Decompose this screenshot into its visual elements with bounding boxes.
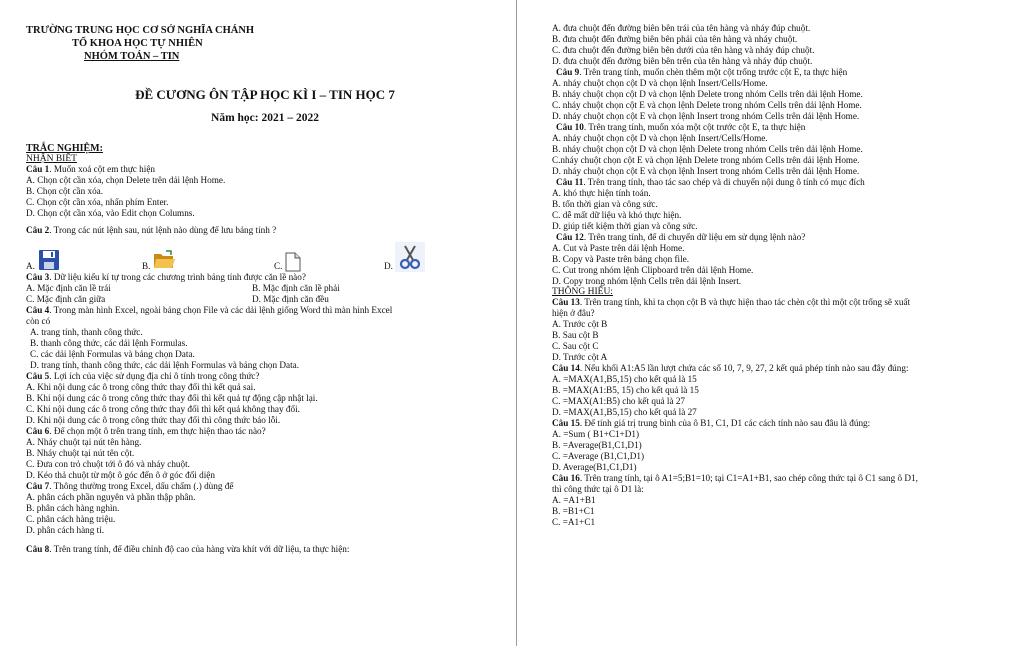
question-number: Câu 15 — [552, 418, 580, 428]
option: A. Mặc định căn lề trái — [26, 283, 111, 293]
option: D. Trước cột A — [552, 352, 608, 362]
option: A. trang tính, thanh công thức. — [30, 327, 143, 337]
option: C. Sau cột C — [552, 341, 599, 351]
option: D. nháy chuột chọn cột E và chọn lệnh Insert trong nhóm Cells trên dải lệnh Home. — [552, 111, 860, 121]
option: A. Chọn cột cần xóa, chọn Delete trên dải lệnh Home. — [26, 175, 226, 185]
option: B. =Average(B1,C1,D1) — [552, 440, 642, 450]
question-number: Câu 4 — [26, 305, 50, 315]
option: B. tốn thời gian và công sức. — [552, 199, 658, 209]
question-3 — [26, 272, 504, 283]
subsection-understanding: THÔNG HIỂU: — [552, 287, 613, 297]
question-10 — [552, 122, 1012, 133]
icon-option-c — [274, 252, 302, 272]
option: D. nháy chuột chọn cột E và chọn lệnh Insert trong nhóm Cells trên dải lệnh Home. — [552, 166, 860, 176]
option: C. =A1+C1 — [552, 517, 596, 527]
question-text: . Dữ liệu kiểu kí tự trong các chương trình bảng tính được căn lề nào? — [49, 272, 306, 282]
school-year: Năm học: 2021 – 2022 — [211, 112, 319, 124]
option: D. =MAX(A1,B5,15) cho kết quả là 27 — [552, 407, 697, 417]
question-text: . Trên trang tính, muốn xóa một cột trước cột E, ta thực hiện — [583, 122, 806, 132]
option: A. Nháy chuột tại nút tên hàng. — [26, 437, 142, 447]
option: B. Copy và Paste trên bảng chọn file. — [552, 254, 690, 264]
option: A. Trước cột B — [552, 319, 608, 329]
option: A. =Sum ( B1+C1+D1) — [552, 429, 640, 439]
question-number: Câu 11 — [556, 177, 584, 187]
question-5 — [26, 371, 504, 382]
option-label: D. — [384, 261, 393, 271]
option: D. đưa chuột đến đường biên bên trên của tên hàng và nháy đúp chuột. — [552, 56, 813, 66]
question-6 — [26, 426, 504, 437]
option: D. Chọn cột cần xóa, vào Edit chọn Columns. — [26, 208, 195, 218]
section-multiple-choice: TRẮC NGHIỆM: — [26, 143, 103, 154]
question-text-cont: thì công thức tại ô D1 là: — [552, 484, 644, 494]
option: C. =Average (B1,C1,D1) — [552, 451, 645, 461]
option: C. =MAX(A1:B5) cho kết quả là 27 — [552, 396, 686, 406]
question-text: . Trên trang tính, để điều chỉnh độ cao của hàng vừa khít với dữ liệu, ta thực hiện: — [49, 544, 350, 554]
document-title: ĐỀ CƯƠNG ÔN TẬP HỌC KÌ I – TIN HỌC 7 — [135, 87, 395, 102]
option: A. =A1+B1 — [552, 495, 596, 505]
new-document-icon — [284, 252, 302, 272]
question-number: Câu 1 — [26, 164, 50, 174]
save-icon — [37, 248, 61, 272]
option: B. Chọn cột cần xóa. — [26, 186, 104, 196]
option: B. thanh công thức, các dải lệnh Formulas. — [30, 338, 188, 348]
question-number: Câu 3 — [26, 272, 50, 282]
question-text: . Trên trang tính, tại ô A1=5;B1=10; tại C1=A1+B1, sao chép công thức tại ô C1 sang ô D1, — [579, 473, 918, 483]
option: C. đưa chuột đến đường biên bên dưới của tên hàng và nháy đúp chuột. — [552, 45, 815, 55]
department-name: TỔ KHOA HỌC TỰ NHIÊN — [72, 38, 203, 49]
question-7 — [26, 481, 504, 492]
question-text: . Trên trang tính, thao tác sao chép và di chuyển nội dung ô tính có mục đích — [583, 177, 865, 187]
option-label: A. — [26, 261, 35, 271]
option: C. Chọn cột cần xóa, nhấn phím Enter. — [26, 197, 169, 207]
option: D. Kéo thả chuột từ một ô góc đến ô ở góc đối diện — [26, 470, 215, 480]
question-text: . Trong màn hình Excel, ngoài bảng chọn File và các dải lệnh giống Word thì màn hình Excel — [49, 305, 393, 315]
question-text: . Để chọn một ô trên trang tính, em thực hiện thao tác nào? — [49, 426, 266, 436]
option: A. nháy chuột chọn cột D và chọn lệnh Insert/Cells/Home. — [552, 78, 768, 88]
group-name: NHÓM TOÁN – TIN — [84, 51, 180, 62]
icon-option-d — [384, 242, 425, 272]
option: A. Cut và Paste trên dải lệnh Home. — [552, 243, 685, 253]
question-text: . Thông thường trong Excel, dấu chấm (.) dùng để — [49, 481, 234, 491]
option: B. Nháy chuột tại nút tên cột. — [26, 448, 135, 458]
cut-scissors-icon — [395, 242, 425, 272]
option: C. nháy chuột chọn cột E và chọn lệnh Delete trong nhóm Cells trên dải lệnh Home. — [552, 100, 862, 110]
icon-option-a — [26, 248, 61, 272]
subsection-recognition: NHẬN BIẾT — [26, 154, 77, 164]
option: D. phân cách hàng tỉ. — [26, 525, 105, 535]
question-13 — [552, 297, 1012, 308]
option: B. Sau cột B — [552, 330, 599, 340]
option: A. khó thực hiện tính toán. — [552, 188, 651, 198]
question-text: . Trên trang tính, khi ta chọn cột B và thực hiện thao tác chèn cột thì một cột trống sẽ xuất — [579, 297, 911, 307]
option: B. Khi nội dung các ô trong công thức thay đổi thì kết quả tự động cập nhật lại. — [26, 393, 318, 403]
option-label: C. — [274, 261, 283, 271]
question-9 — [552, 67, 1012, 78]
option: B. =MAX(A1:B5, 15) cho kết quả là 15 — [552, 385, 699, 395]
question-number: Câu 5 — [26, 371, 50, 381]
column-divider — [516, 0, 517, 646]
question-number: Câu 9 — [556, 67, 580, 77]
question-text: . Nếu khối A1:A5 lần lượt chứa các số 10, 7, 9, 27, 2 kết quả phép tính nào sau đây đúng: — [579, 363, 909, 373]
option: D. giúp tiết kiệm thời gian và công sức. — [552, 221, 698, 231]
option: A. nháy chuột chọn cột D và chọn lệnh Insert/Cells/Home. — [552, 133, 768, 143]
option-row — [26, 283, 504, 294]
right-column — [552, 23, 1012, 528]
option: B. nháy chuột chọn cột D và chọn lệnh Delete trong nhóm Cells trên dải lệnh Home. — [552, 144, 863, 154]
question-15 — [552, 418, 1012, 429]
option: B. Mặc định căn lề phải — [252, 283, 340, 293]
open-folder-icon — [152, 248, 176, 272]
question-number: Câu 6 — [26, 426, 50, 436]
option: B. phân cách hàng nghìn. — [26, 503, 120, 513]
icon-option-b — [142, 248, 176, 272]
option: D. Average(B1,C1,D1) — [552, 462, 637, 472]
option: C. Mặc định căn giữa — [26, 294, 106, 304]
question-number: Câu 13 — [552, 297, 580, 307]
school-name: TRƯỜNG TRUNG HỌC CƠ SỞ NGHĨA CHÁNH — [26, 25, 255, 36]
question-2 — [26, 225, 504, 236]
question-text: . Trong các nút lệnh sau, nút lệnh nào dùng để lưu bảng tính ? — [49, 225, 277, 235]
question-text-cont: hiện ở đâu? — [552, 308, 595, 318]
question-16 — [552, 473, 1012, 484]
question-4 — [26, 305, 504, 316]
option: C. Đưa con trỏ chuột tới ô đó và nháy chuột. — [26, 459, 190, 469]
option: C. dễ mất dữ liệu và khó thực hiện. — [552, 210, 682, 220]
question-12 — [552, 232, 1012, 243]
question-text: . Trên trang tính, để di chuyển dữ liệu em sử dụng lệnh nào? — [583, 232, 806, 242]
question-text: . Trên trang tính, muốn chèn thêm một cột trống trước cột E, ta thực hiện — [579, 67, 848, 77]
option: C. Khi nội dung các ô trong công thức thay đổi thì kết quả không thay đổi. — [26, 404, 300, 414]
question-text: . Để tính giá trị trung bình của ô B1, C1, D1 các cách tính nào sau đâu là đúng: — [579, 418, 871, 428]
question-1 — [26, 164, 504, 175]
option: B. =B1+C1 — [552, 506, 595, 516]
option-row — [26, 294, 504, 305]
option: D. Mặc định căn đều — [252, 294, 329, 304]
question-number: Câu 10 — [556, 122, 584, 132]
question-text: . Lợi ích của việc sử dụng địa chỉ ô tính trong công thức? — [49, 371, 260, 381]
option: A. đưa chuột đến đường biên bên trái của tên hàng và nháy đúp chuột. — [552, 23, 811, 33]
question-number: Câu 16 — [552, 473, 580, 483]
question-number: Câu 12 — [556, 232, 584, 242]
option: C.nháy chuột chọn cột E và chọn lệnh Delete trong nhóm Cells trên dải lệnh Home. — [552, 155, 860, 165]
left-column — [26, 0, 504, 555]
question-number: Câu 7 — [26, 481, 50, 491]
question-text: . Muốn xoá cột em thực hiện — [49, 164, 155, 174]
question-number: Câu 2 — [26, 225, 50, 235]
question-number: Câu 14 — [552, 363, 580, 373]
question-14 — [552, 363, 1012, 374]
question-8 — [26, 544, 504, 555]
option: A. Khi nội dung các ô trong công thức thay đổi thì kết quả sai. — [26, 382, 256, 392]
option: A. phân cách phần nguyên và phần thập phân. — [26, 492, 196, 502]
question-11 — [552, 177, 1012, 188]
option: C. Cut trong nhóm lệnh Clipboard trên dải lệnh Home. — [552, 265, 754, 275]
question-text-cont: còn có — [26, 316, 51, 326]
question-number: Câu 8 — [26, 544, 50, 554]
option: D. Copy trong nhóm lệnh Cells trên dải lệnh Insert. — [552, 276, 742, 286]
option: C. phân cách hàng triệu. — [26, 514, 116, 524]
option: B. nháy chuột chọn cột D và chọn lệnh Delete trong nhóm Cells trên dải lệnh Home. — [552, 89, 863, 99]
icon-options — [26, 238, 504, 272]
option: B. đưa chuột đến đường biên bên phải của tên hàng và nháy chuột. — [552, 34, 798, 44]
option: C. các dải lệnh Formulas và bảng chọn Data. — [30, 349, 195, 359]
option: D. Khi nội dung các ô trong công thức thay đổi thì công thức báo lỗi. — [26, 415, 281, 425]
option-label: B. — [142, 261, 151, 271]
option: D. trang tính, thanh công thức, các dải lệnh Formulas và bảng chọn Data. — [30, 360, 300, 370]
option: A. =MAX(A1,B5,15) cho kết quả là 15 — [552, 374, 697, 384]
